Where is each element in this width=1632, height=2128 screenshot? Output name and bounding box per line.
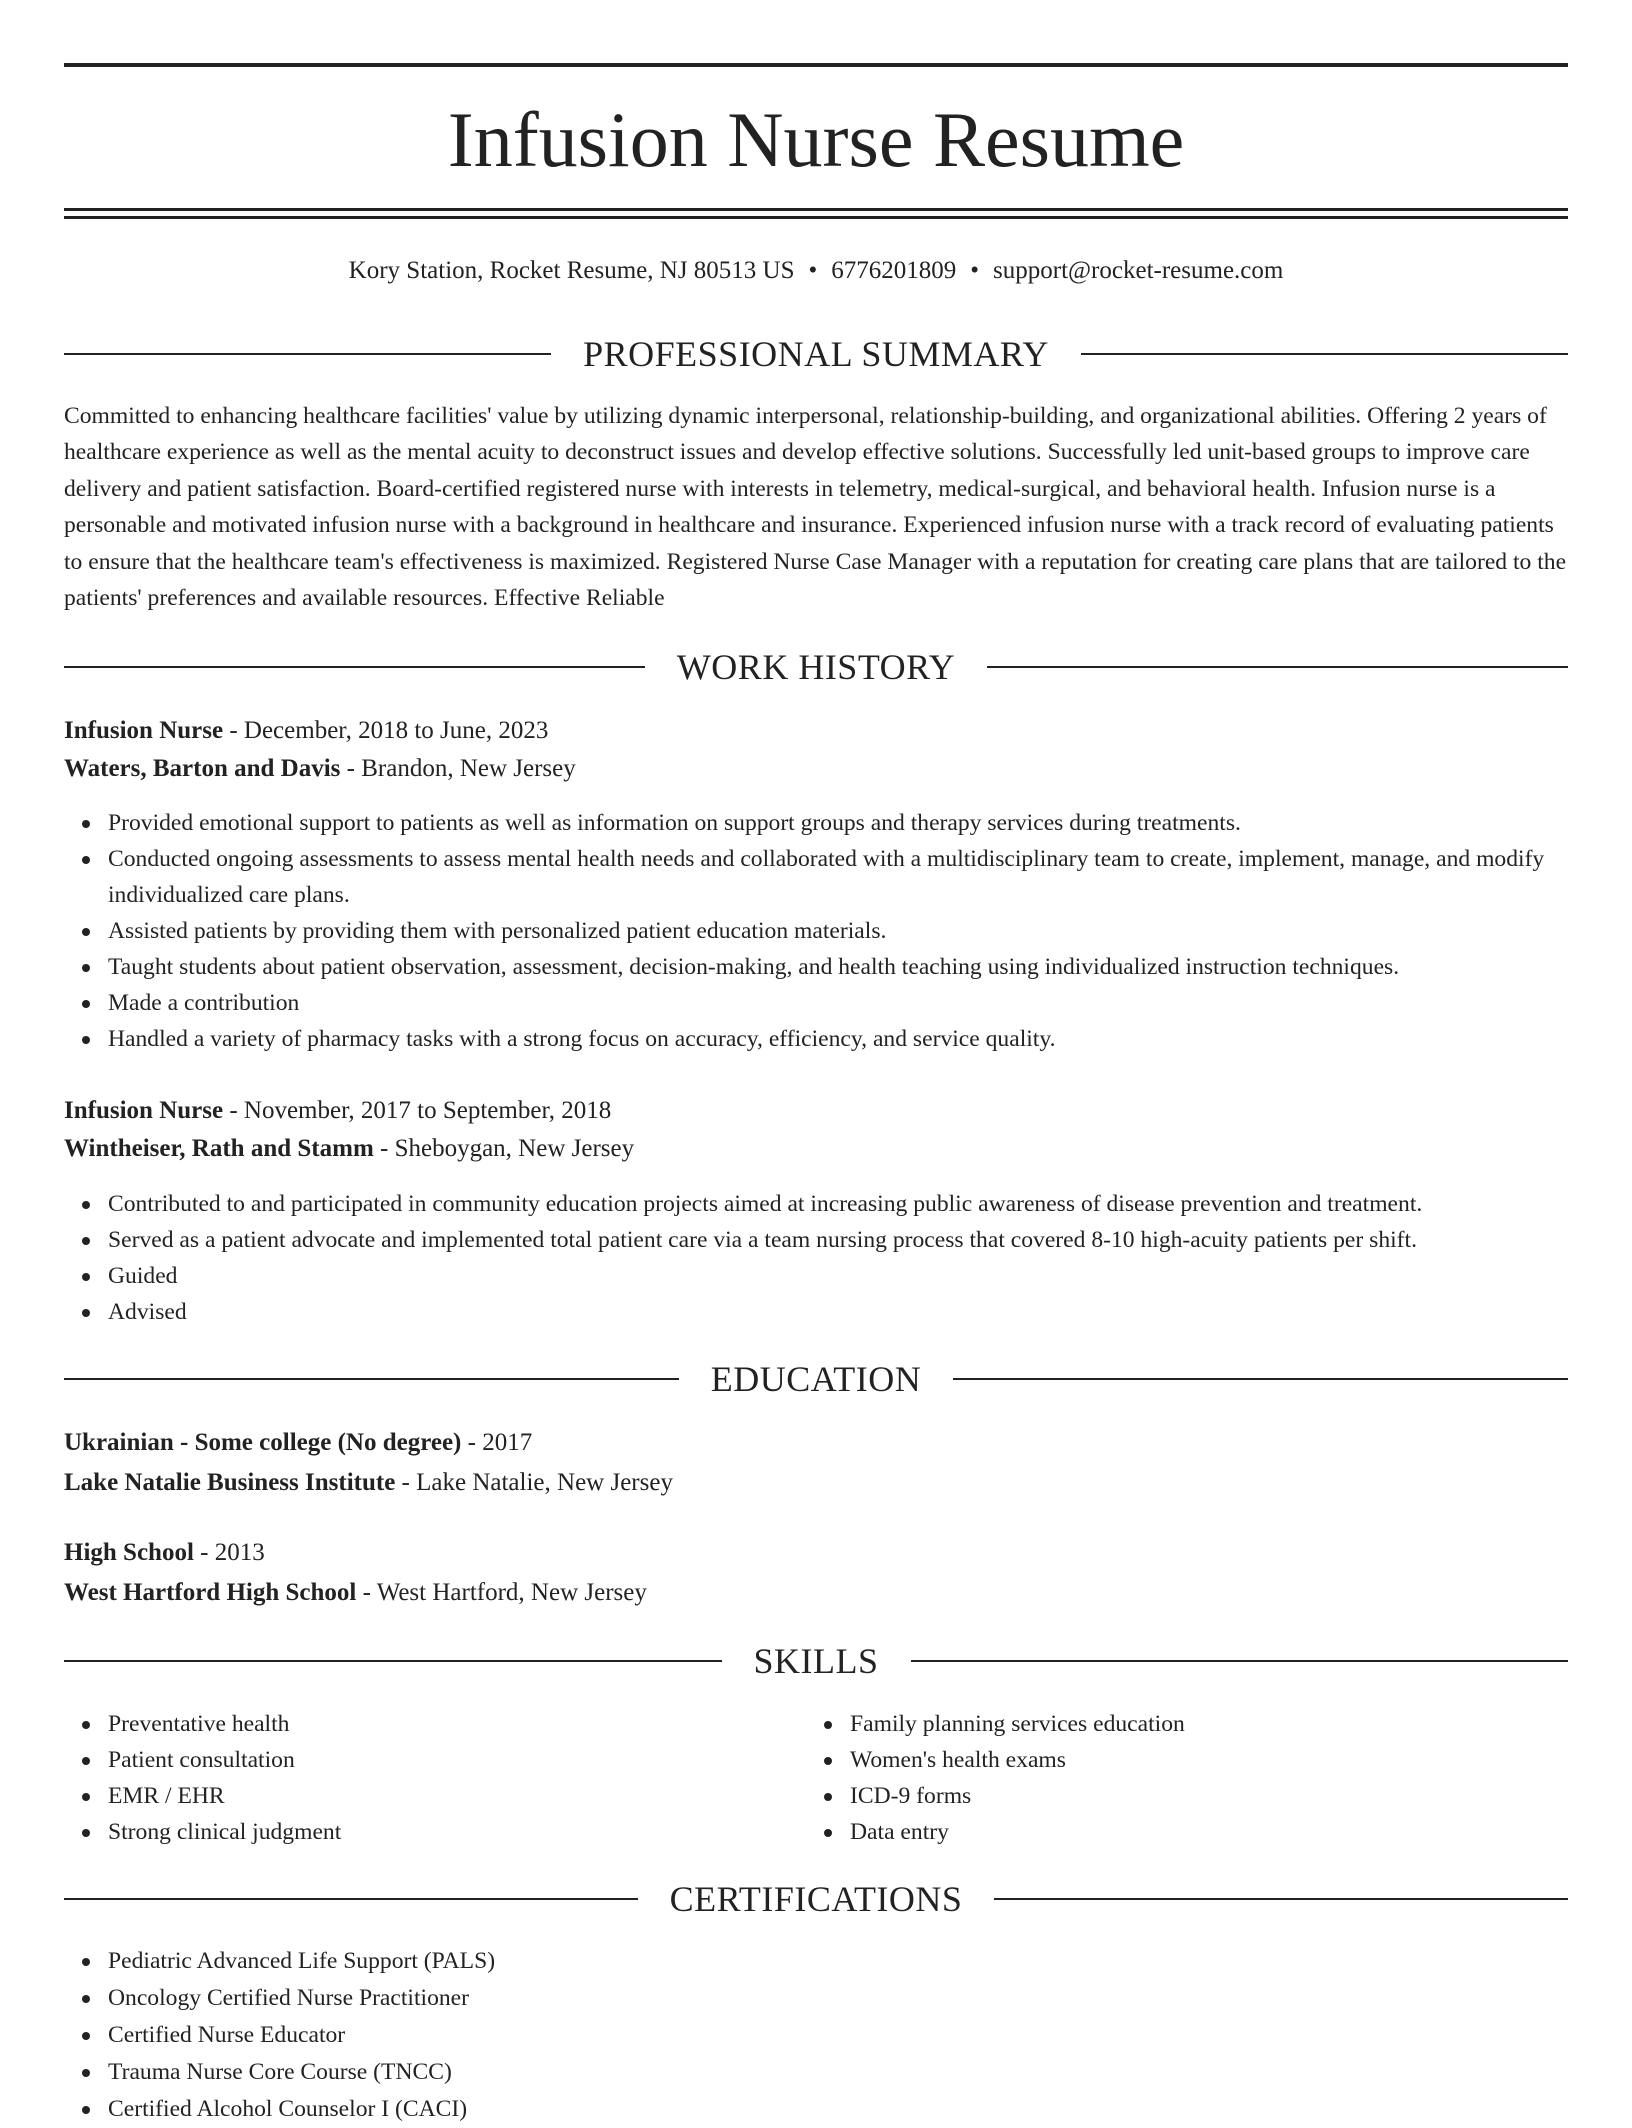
job-bullet: Taught students about patient observation, assessment, decision-making, and health teaching using individualized instruction techniques.	[108, 949, 1612, 985]
education-school-line	[64, 1576, 1568, 1610]
job-title-line	[64, 1094, 1568, 1128]
section-title: SKILLS	[753, 1641, 879, 1681]
job-bullet: Handled a variety of pharmacy tasks with a strong focus on accuracy, efficiency, and service quality.	[108, 1021, 1612, 1057]
summary-text: Committed to enhancing healthcare facilities' value by utilizing dynamic interpersonal, relationship-building, and organizational abilities. Offering 2 years of healthcare experience as well as the mental acuity to deconstruct issues and develop effective solutions. Successfully led unit-based groups to improve care delivery and patient satisfaction. Board-certified registered nurse with interests in telemetry, medical-surgical, and behavioral health. Infusion nurse is a personable and motivated infusion nurse with a background in healthcare and insurance. Experienced infusion nurse with a track record of evaluating patients to ensure that the healthcare team's effectiveness is maximized. Registered Nurse Case Manager with a reputation for creating care plans that are tailored to the patients' preferences and available resources. Effective Reliable	[64, 403, 1567, 612]
section-rule	[1081, 353, 1568, 355]
contact-address: Kory Station, Rocket Resume, NJ 80513 US	[348, 257, 795, 284]
education-location: - West Hartford, New Jersey	[356, 1579, 647, 1606]
contact-separator: •	[970, 257, 980, 284]
job-bullets	[64, 1186, 1612, 1330]
section-title: WORK HISTORY	[676, 647, 956, 687]
certifications-list	[64, 1943, 1612, 2128]
job-bullet: Advised	[108, 1294, 1612, 1330]
skill-item: Women's health exams	[850, 1742, 1550, 1778]
section-title: EDUCATION	[710, 1359, 922, 1399]
education-school: Lake Natalie Business Institute	[64, 1469, 396, 1496]
skill-item: Family planning services education	[850, 1706, 1550, 1742]
section-header-work	[64, 645, 1568, 689]
section-rule	[953, 1378, 1568, 1380]
skill-item: ICD-9 forms	[850, 1778, 1550, 1814]
skill-item: Patient consultation	[108, 1742, 808, 1778]
section-title: PROFESSIONAL SUMMARY	[583, 334, 1049, 374]
section-rule	[64, 1378, 679, 1380]
title-rule-lower	[64, 216, 1568, 219]
job-bullet: Made a contribution	[108, 985, 1612, 1021]
job-bullet: Conducted ongoing assessments to assess mental health needs and collaborated with a multidisciplinary team to create, implement, manage, and modify individualized care plans.	[108, 841, 1612, 913]
job-location: - Sheboygan, New Jersey	[373, 1135, 635, 1162]
education-school-line	[64, 1466, 1568, 1500]
certification-item: Pediatric Advanced Life Support (PALS)	[108, 1943, 1612, 1980]
section-rule	[64, 666, 645, 668]
contact-separator: •	[808, 257, 818, 284]
job-employer: Waters, Barton and Davis	[64, 755, 341, 782]
contact-line	[64, 254, 1568, 288]
job-title: Infusion Nurse	[64, 1097, 224, 1124]
section-header-skills	[64, 1639, 1568, 1683]
certification-item: Trauma Nurse Core Course (TNCC)	[108, 2054, 1612, 2091]
title-rule-upper	[64, 208, 1568, 211]
section-header-education	[64, 1357, 1568, 1401]
skill-item: Strong clinical judgment	[108, 1814, 808, 1850]
skill-item: Preventative health	[108, 1706, 808, 1742]
section-rule	[994, 1898, 1568, 1900]
education-degree-line	[64, 1426, 1568, 1460]
section-rule	[987, 666, 1568, 668]
top-rule	[64, 63, 1568, 67]
job-location: - Brandon, New Jersey	[340, 755, 576, 782]
education-year: - 2017	[461, 1429, 533, 1456]
contact-phone: 6776201809	[831, 257, 957, 284]
job-employer: Wintheiser, Rath and Stamm	[64, 1135, 374, 1162]
certification-item: Certified Alcohol Counselor I (CACI)	[108, 2091, 1612, 2128]
section-rule	[64, 353, 551, 355]
job-employer-line	[64, 1132, 1568, 1166]
job-bullet: Served as a patient advocate and implemented total patient care via a team nursing process that covered 8-10 high-acuity patients per shift.	[108, 1222, 1612, 1258]
resume-title: Infusion Nurse Resume	[447, 96, 1185, 183]
job-title: Infusion Nurse	[64, 717, 224, 744]
certification-item: Certified Nurse Educator	[108, 2017, 1612, 2054]
education-location: - Lake Natalie, New Jersey	[395, 1469, 673, 1496]
education-school: West Hartford High School	[64, 1579, 357, 1606]
education-degree-line	[64, 1536, 1568, 1570]
job-dates: - November, 2017 to September, 2018	[223, 1097, 612, 1124]
job-bullet: Guided	[108, 1258, 1612, 1294]
contact-email: support@rocket-resume.com	[993, 257, 1284, 284]
job-employer-line	[64, 752, 1568, 786]
certification-item: Oncology Certified Nurse Practitioner	[108, 1980, 1612, 2017]
section-header-summary	[64, 332, 1568, 376]
section-rule	[64, 1898, 638, 1900]
job-bullet: Provided emotional support to patients as well as information on support groups and therapy services during treatments.	[108, 805, 1612, 841]
section-header-certifications	[64, 1877, 1568, 1921]
job-bullets	[64, 805, 1612, 1057]
section-rule	[911, 1660, 1569, 1662]
job-bullet: Contributed to and participated in community education projects aimed at increasing public awareness of disease prevention and treatment.	[108, 1186, 1612, 1222]
education-year: - 2013	[193, 1539, 265, 1566]
education-degree: Ukrainian - Some college (No degree)	[64, 1429, 462, 1456]
job-title-line	[64, 714, 1568, 748]
skills-list-left	[64, 1706, 808, 1850]
job-bullet: Assisted patients by providing them with personalized patient education materials.	[108, 913, 1612, 949]
job-dates: - December, 2018 to June, 2023	[223, 717, 549, 744]
skill-item: EMR / EHR	[108, 1778, 808, 1814]
education-degree: High School	[64, 1539, 194, 1566]
skill-item: Data entry	[850, 1814, 1550, 1850]
skills-list-right	[806, 1706, 1550, 1850]
section-title: CERTIFICATIONS	[669, 1879, 963, 1919]
section-rule	[64, 1660, 722, 1662]
